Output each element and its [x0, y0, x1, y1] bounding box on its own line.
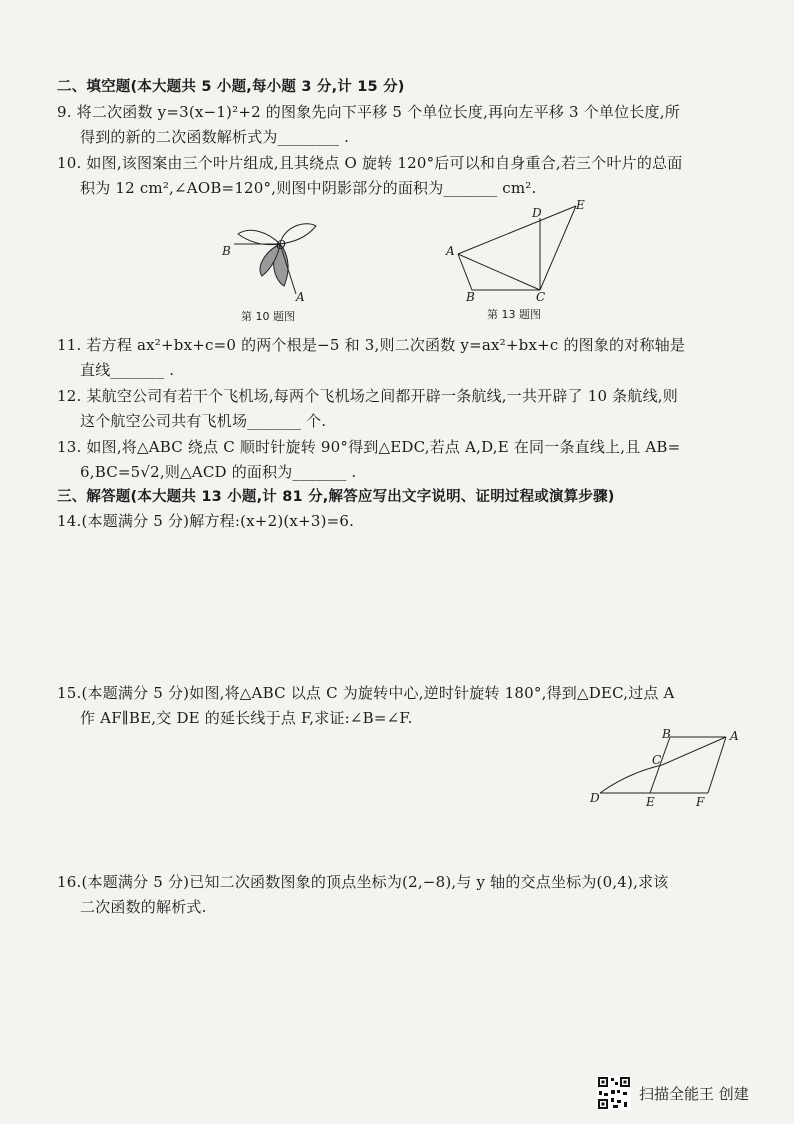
figure-13-caption: 第 13 题图: [487, 308, 541, 321]
figure-10-drawing: [214, 212, 324, 308]
figure-10-label-a: A: [296, 290, 305, 304]
question-11-line-2: 直线_______ .: [80, 361, 175, 379]
question-14-line-1: 14.(本题满分 5 分)解方程:(x+2)(x+3)=6.: [57, 512, 355, 530]
figure-13-label-a: A: [446, 244, 455, 258]
question-16-line-2: 二次函数的解析式.: [80, 898, 207, 916]
question-10-line-2: 积为 12 cm²,∠AOB=120°,则图中阴影部分的面积为_______ cm².: [80, 179, 537, 197]
question-10-line-1: 10. 如图,该图案由三个叶片组成,且其绕点 O 旋转 120°后可以和自身重合,若三个叶片的总面: [57, 154, 683, 172]
figure-15-label-e: E: [646, 795, 655, 809]
figure-10-caption: 第 10 题图: [241, 310, 295, 323]
figure-13-label-d: D: [532, 206, 542, 220]
figure-10: [214, 212, 324, 308]
question-16-line-1: 16.(本题满分 5 分)已知二次函数图象的顶点坐标为(2,−8),与 y 轴的交点坐标为(0,4),求该: [57, 873, 669, 891]
figure-13-label-b: B: [466, 290, 475, 304]
figure-15-label-d: D: [590, 791, 600, 805]
qr-code-icon: [597, 1076, 631, 1110]
figure-15-label-c: C: [652, 753, 662, 767]
question-11-line-1: 11. 若方程 ax²+bx+c=0 的两个根是−5 和 3,则二次函数 y=ax²+bx+c 的图象的对称轴是: [57, 336, 686, 354]
scanner-footer: [597, 1076, 749, 1110]
section-3-heading: 三、解答题(本大题共 13 小题,计 81 分,解答应写出文字说明、证明过程或演算步骤): [57, 489, 615, 505]
figure-15-label-f: F: [696, 795, 705, 809]
question-13-line-2: 6,BC=5√2,则△ACD 的面积为_______ .: [80, 463, 357, 481]
question-12-line-2: 这个航空公司共有飞机场_______ 个.: [80, 412, 327, 430]
scanner-label: 扫描全能王 创建: [639, 1084, 749, 1103]
figure-15-label-b: B: [662, 727, 671, 741]
figure-15: [588, 727, 748, 811]
figure-15-label-a: A: [730, 729, 739, 743]
question-9-line-2: 得到的新的二次函数解析式为________ .: [80, 128, 350, 146]
figure-13: [444, 198, 590, 308]
figure-10-label-b: B: [222, 244, 231, 258]
question-15-line-1: 15.(本题满分 5 分)如图,将△ABC 以点 C 为旋转中心,逆时针旋转 180°,得到△DEC,过点 A: [57, 684, 675, 702]
question-13-line-1: 13. 如图,将△ABC 绕点 C 顺时针旋转 90°得到△EDC,若点 A,D,E 在同一条直线上,且 AB=: [57, 438, 681, 456]
section-2-heading: 二、填空题(本大题共 5 小题,每小题 3 分,计 15 分): [57, 79, 405, 95]
figure-10-label-o: O: [276, 238, 286, 252]
question-15-line-2: 作 AF∥BE,交 DE 的延长线于点 F,求证:∠B=∠F.: [80, 709, 413, 727]
figure-13-label-e: E: [576, 198, 585, 212]
figure-13-label-c: C: [536, 290, 546, 304]
question-9-line-1: 9. 将二次函数 y=3(x−1)²+2 的图象先向下平移 5 个单位长度,再向左平移 3 个单位长度,所: [57, 103, 680, 121]
question-12-line-1: 12. 某航空公司有若干个飞机场,每两个飞机场之间都开辟一条航线,一共开辟了 10 条航线,则: [57, 387, 678, 405]
